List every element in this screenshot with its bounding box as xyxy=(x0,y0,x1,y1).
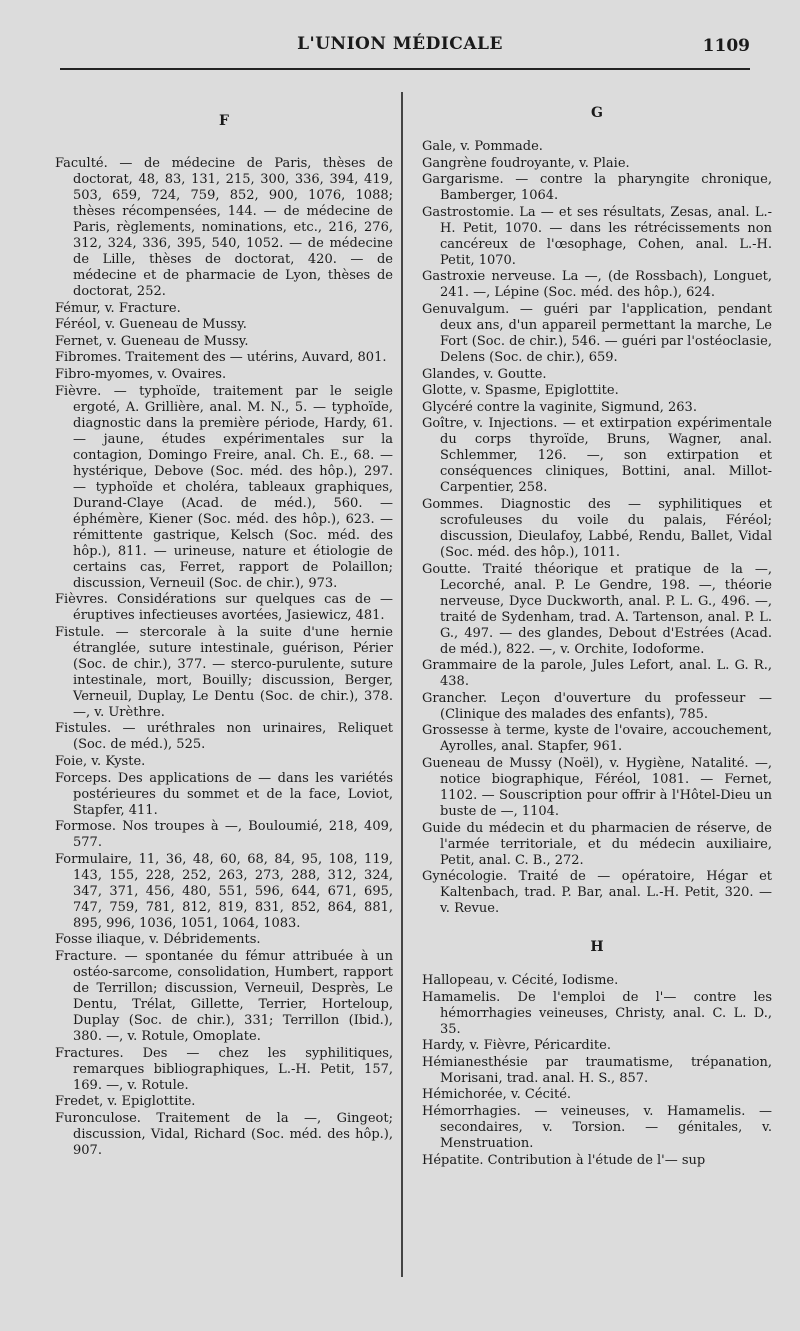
section-letter-h: H xyxy=(590,939,604,956)
index-entry: Gargarisme. — contre la pharyngite chronique, Bamberger, 1064. xyxy=(422,172,772,204)
index-entry: Forceps. Des applications de — dans les variétés postérieures du sommet et de la face, Loviot, Stapfer, 411. xyxy=(55,770,393,818)
section-letter-g: G xyxy=(591,105,603,121)
index-entry: Fracture. — spontanée du fémur attribuée à un ostéo-sarcome, consolidation, Humbert, rapport de Terrillon; discussion, Verneuil, Desprès, Le Dentu, Trélat, Gillette, Terrier, Horteloup, Duplay (Soc. de chir.), 331; Terrillon (Ibid.), 380. —, v. Rotule, Omoplate. xyxy=(55,948,393,1044)
index-entry: Fistule. — stercorale à la suite d'une hernie étranglée, suture intestinale, guérison, Périer (Soc. de chir.), 377. — sterco-purulente, suture intestinale, mort, Bouilly; discussion, Berger, Verneuil, Duplay, Le Dentu (Soc. de chir.), 378. —, v. Urèthre. xyxy=(55,624,393,720)
index-entry: Glycéré contre la vaginite, Sigmund, 263. xyxy=(422,399,697,415)
index-entry: Gommes. Diagnostic des — syphilitiques et scrofuleuses du voile du palais, Féréol; discussion, Dieulafoy, Labbé, Rendu, Ballet, Vidal (Soc. méd. des hôp.), 1011. xyxy=(422,496,772,560)
index-entry: Guide du médecin et du pharmacien de réserve, de l'armée territoriale, et du médecin auxiliaire, Petit, anal. C. B., 272. xyxy=(422,820,772,868)
index-entry: Gastroxie nerveuse. La —, (de Rossbach), Longuet, 241. —, Lépine (Soc. méd. des hôp.), 624. xyxy=(422,269,772,301)
index-entry: Fredet, v. Epiglottite. xyxy=(55,1094,196,1110)
index-entry: Hépatite. Contribution à l'étude de l'— sup xyxy=(422,1152,706,1168)
index-entry: Hémianesthésie par traumatisme, trépanation, Morisani, trad. anal. H. S., 857. xyxy=(422,1054,772,1086)
index-entry: Gale, v. Pommade. xyxy=(422,139,543,154)
index-entry: Formulaire, 11, 36, 48, 60, 68, 84, 95, 108, 119, 143, 155, 228, 252, 263, 273, 288, 312, 324, 347, 371, 456, 480, 551, 596, 644, 671, 695, 747, 759, 781, 812, 819, 831, 852, 864, 881, 895, 996, 1036, 1051, 1064, 1083. xyxy=(55,851,393,931)
index-entry: Goître, v. Injections. — et extirpation expérimentale du corps thyroïde, Bruns, Wagner, anal. Schlemmer, 126. —, son extirpation et conséquences cliniques, Bottini, anal. Millot-Carpentier, 258. xyxy=(422,416,772,496)
index-entry: Faculté. — de médecine de Paris, thèses de doctorat, 48, 83, 131, 215, 300, 336, 394, 419, 503, 659, 724, 759, 852, 900, 1076, 1088; thèses récompensées, 144. — de médecine de Paris, règlements, nominations, etc., 216, 276, 312, 324, 336, 395, 540, 1052. — de médecine de Lille, thèses de doctorat, 420. — de médecine et de pharmacie de Lyon, thèses de doctorat, 252. xyxy=(55,156,393,299)
index-entry: Grossesse à terme, kyste de l'ovaire, accouchement, Ayrolles, anal. Stapfer, 961. xyxy=(422,723,772,755)
index-entry: Formose. Nos troupes à —, Bouloumié, 218, 409, 577. xyxy=(55,819,393,851)
index-entry: Hémorrhagies. — veineuses, v. Hamamelis. — secondaires, v. Torsion. — génitales, v. Menstruation. xyxy=(422,1104,772,1152)
entries-h xyxy=(422,973,772,1169)
index-entry: Genuvalgum. — guéri par l'application, pendant deux ans, d'un appareil permettant la marche, Le Fort (Soc. de chir.), 546. — guéri par l'ostéoclasie, Delens (Soc. de chir.), 659. xyxy=(422,301,772,365)
index-entry: Fistules. — uréthrales non urinaires, Reliquet (Soc. de méd.), 525. xyxy=(55,721,393,753)
index-entry: Fosse iliaque, v. Débridements. xyxy=(55,932,261,948)
index-entry: Fibro-myomes, v. Ovaires. xyxy=(55,366,227,382)
entries-g xyxy=(422,139,772,917)
index-entry: Féréol, v. Gueneau de Mussy. xyxy=(55,317,247,333)
index-entry: Glotte, v. Spasme, Epiglottite. xyxy=(422,383,619,399)
index-entry: Fièvre. — typhoïde, traitement par le seigle ergoté, A. Grillière, anal. M. N., 5. — typhoïde, diagnostic dans la première période, Hardy, 61. — jaune, études expérimentales sur la contagion, Domingo Freire, anal. Ch. E., 68. — hystérique, Debove (Soc. méd. des hôp.), 297. — typhoïde et choléra, tableaux graphiques, Durand-Claye (Acad. de méd.), 560. — éphémère, Kiener (Soc. méd. des hôp.), 623. — rémittente gastrique, Kelsch (Soc. méd. des hôp.), 811. — urineuse, nature et étiologie de certains cas, Ferret, rapport de Polaillon; discussion, Verneuil (Soc. de chir.), 973. xyxy=(55,383,393,591)
index-entry: Hardy, v. Fièvre, Péricardite. xyxy=(422,1038,611,1054)
index-entry: Goutte. Traité théorique et pratique de la —, Lecorché, anal. P. Le Gendre, 198. —, théorie nerveuse, Dyce Duckworth, anal. P. L. G., 496. —, traité de Sydenham, trad. A. Tartenson, anal. P. L. G., 497. — des glandes, Debout d'Estrées (Acad. de méd.), 822. —, v. Orchite, Iodoforme. xyxy=(422,561,772,657)
index-entry: Grancher. Leçon d'ouverture du professeur — (Clinique des malades des enfants), 785. xyxy=(422,690,772,722)
left-column xyxy=(55,105,393,1159)
index-entry: Fernet, v. Gueneau de Mussy. xyxy=(55,333,249,349)
index-entry: Fémur, v. Fracture. xyxy=(55,300,181,316)
entries-f xyxy=(55,156,393,1159)
index-entry: Hallopeau, v. Cécité, Iodisme. xyxy=(422,973,619,989)
index-entry: Fractures. Des — chez les syphilitiques, remarques bibliographiques, L.-H. Petit, 157, 169. —, v. Rotule. xyxy=(55,1045,393,1093)
header-rule xyxy=(60,68,750,70)
index-entry: Foie, v. Kyste. xyxy=(55,753,146,769)
index-entry: Furonculose. Traitement de la —, Gingeot; discussion, Vidal, Richard (Soc. méd. des hôp.), 907. xyxy=(55,1110,393,1158)
index-entry: Fièvres. Considérations sur quelques cas de — éruptives infectieuses avortées, Jasiewicz, 481. xyxy=(55,592,393,624)
index-entry: Gueneau de Mussy (Noël), v. Hygiène, Natalité. —, notice biographique, Féréol, 1081. — Fernet, 1102. — Souscription pour offrir à l'Hôtel-Dieu un buste de —, 1104. xyxy=(422,755,772,819)
index-entry: Hémichorée, v. Cécité. xyxy=(422,1087,572,1103)
index-entry: Hamamelis. De l'emploi de l'— contre les hémorrhagies veineuses, Christy, anal. C. L. D., 35. xyxy=(422,989,772,1037)
index-entry: Glandes, v. Goutte. xyxy=(422,366,547,382)
index-entry: Grammaire de la parole, Jules Lefort, anal. L. G. R., 438. xyxy=(422,658,772,690)
index-entry: Gangrène foudroyante, v. Plaie. xyxy=(422,155,630,171)
page-number: 1109 xyxy=(702,36,750,56)
column-divider xyxy=(401,92,403,1277)
index-entry: Gastrostomie. La — et ses résultats, Zesas, anal. L.-H. Petit, 1070. — dans les rétrécissements non cancéreux de l'œsophage, Cohen, anal. L.-H. Petit, 1070. xyxy=(422,204,772,268)
index-entry: Gynécologie. Traité de — opératoire, Hégar et Kaltenbach, trad. P. Bar, anal. L.-H. Petit, 320. — v. Revue. xyxy=(422,869,772,917)
right-column xyxy=(422,105,772,1169)
index-entry: Fibromes. Traitement des — utérins, Auvard, 801. xyxy=(55,350,387,366)
running-header: L'UNION MÉDICALE xyxy=(297,34,503,54)
section-letter-f: F xyxy=(219,113,229,129)
